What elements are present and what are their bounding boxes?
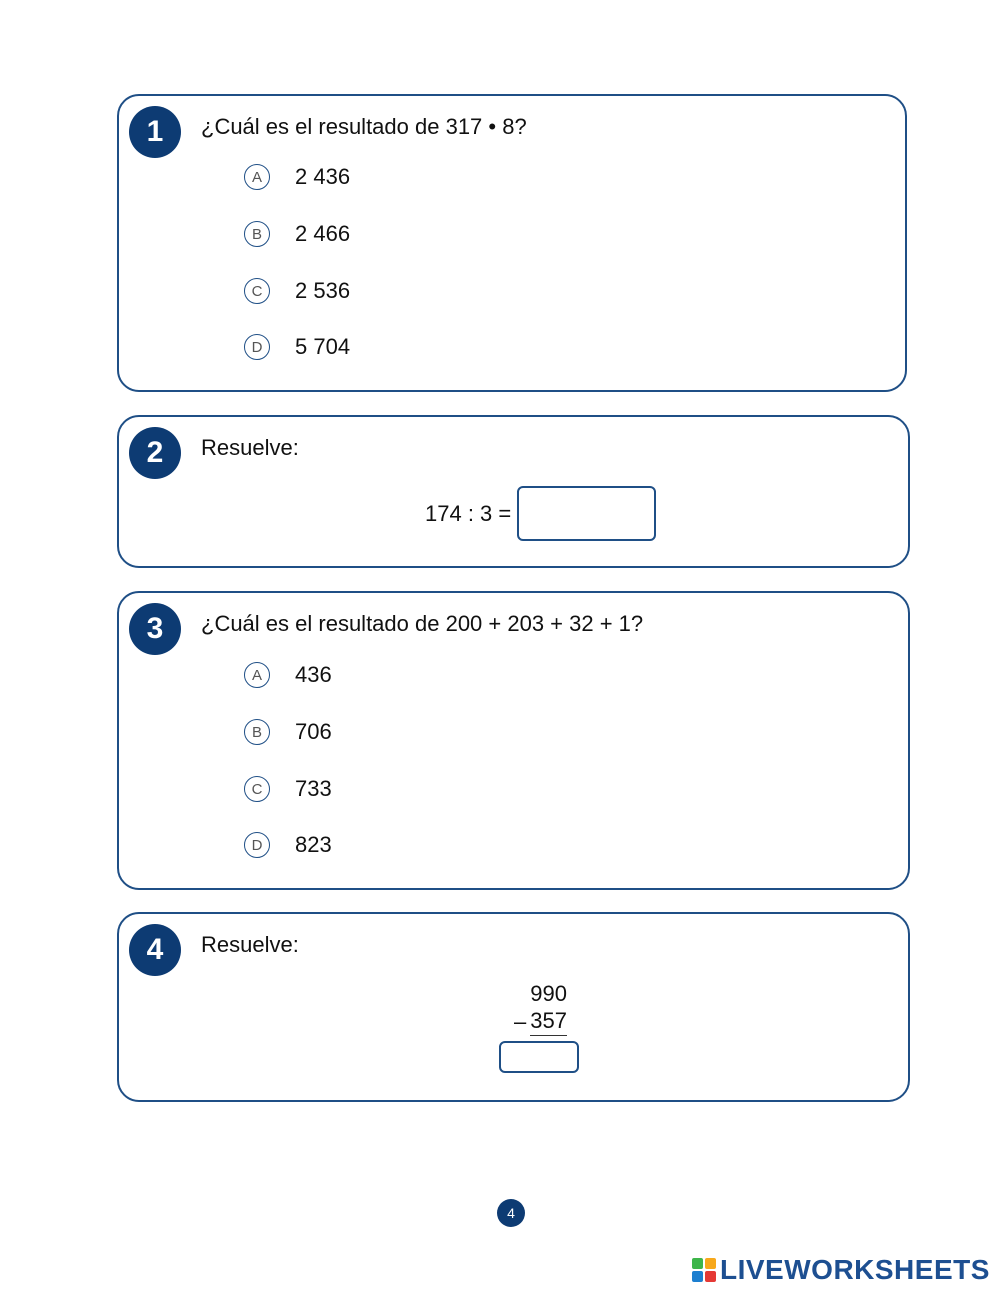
minuend: 990 xyxy=(530,981,567,1006)
answer-input-box[interactable] xyxy=(499,1041,579,1073)
option-value: 2 466 xyxy=(295,221,351,246)
page-number: 4 xyxy=(497,1199,525,1227)
option-value: 823 xyxy=(295,832,332,857)
question-card-3 xyxy=(117,591,910,890)
option-value: 733 xyxy=(295,776,332,801)
logo-square xyxy=(705,1271,716,1282)
option-b[interactable] xyxy=(244,717,332,747)
logo-square xyxy=(705,1258,716,1269)
question-number-badge: 1 xyxy=(129,106,181,158)
option-letter[interactable]: A xyxy=(244,662,270,688)
subtrahend: 357 xyxy=(530,1007,567,1036)
option-value: 2 436 xyxy=(295,164,351,189)
question-number-badge: 2 xyxy=(129,427,181,479)
option-letter[interactable]: B xyxy=(244,719,270,745)
option-d[interactable] xyxy=(244,332,350,362)
option-c[interactable] xyxy=(244,276,350,306)
option-value: 2 536 xyxy=(295,278,351,303)
logo-text: LIVEWORKSHEETS xyxy=(720,1254,990,1285)
question-card-1 xyxy=(117,94,907,392)
option-b[interactable] xyxy=(244,219,350,249)
division-equation xyxy=(425,486,656,541)
question-number-badge: 3 xyxy=(129,603,181,655)
logo-square xyxy=(692,1258,703,1269)
option-c[interactable] xyxy=(244,774,332,804)
minus-operator: – xyxy=(514,1009,527,1034)
option-value: 706 xyxy=(295,719,332,744)
question-card-2 xyxy=(117,415,910,568)
option-a[interactable] xyxy=(244,162,350,192)
question-prompt: Resuelve: xyxy=(201,435,299,460)
option-letter[interactable]: C xyxy=(244,278,270,304)
option-value: 436 xyxy=(295,662,332,687)
option-a[interactable] xyxy=(244,660,332,690)
question-prompt: ¿Cuál es el resultado de 200 + 203 + 32 + 1? xyxy=(201,611,644,636)
logo-squares-icon xyxy=(692,1258,716,1282)
liveworksheets-logo xyxy=(692,1254,990,1286)
question-number-badge: 4 xyxy=(129,924,181,976)
logo-square xyxy=(692,1271,703,1282)
equation-text: 174 : 3 = xyxy=(425,500,512,526)
option-letter[interactable]: A xyxy=(244,164,270,190)
option-letter[interactable]: B xyxy=(244,221,270,247)
answer-input-box[interactable] xyxy=(517,486,656,541)
question-prompt: Resuelve: xyxy=(201,932,299,957)
question-card-4 xyxy=(117,912,910,1102)
question-prompt: ¿Cuál es el resultado de 317 • 8? xyxy=(201,114,527,139)
option-letter[interactable]: C xyxy=(244,776,270,802)
option-letter[interactable]: D xyxy=(244,832,270,858)
option-letter[interactable]: D xyxy=(244,334,270,360)
subtraction-problem xyxy=(509,980,567,1036)
option-d[interactable] xyxy=(244,830,332,860)
option-value: 5 704 xyxy=(295,334,351,359)
